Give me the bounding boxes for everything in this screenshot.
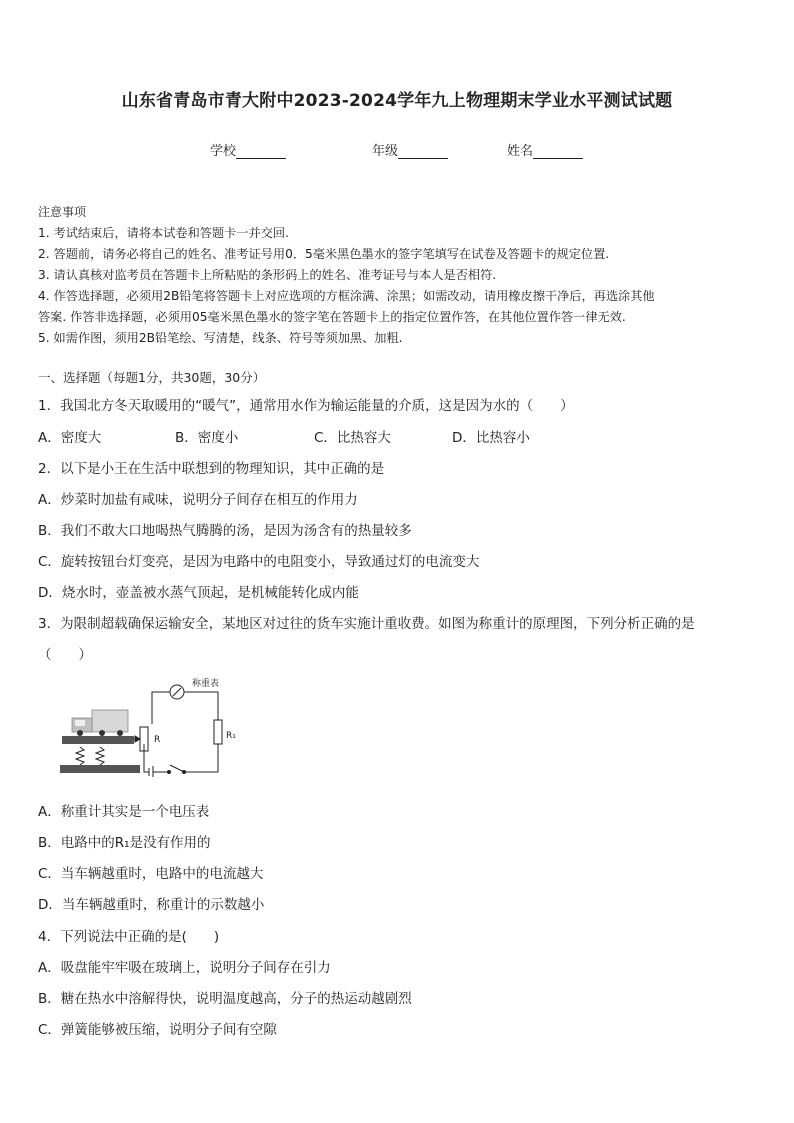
notice-item: 答案. 作答非选择题，必须用05毫米黑色墨水的签字笔在答题卡上的指定位置作答，在其他位置作答一律无效. [38, 310, 626, 324]
grade-field [372, 140, 448, 159]
option-c: C．比热容大 [314, 430, 391, 446]
notice-item: 2. 答题前，请务必将自己的姓名、准考证号用0．5毫米黑色墨水的签字笔填写在试卷及答题卡的规定位置. [38, 247, 610, 261]
option-b: B．我们不敢大口地喝热气腾腾的汤，是因为汤含有的热量较多 [38, 523, 412, 539]
name-field [507, 140, 583, 159]
section-heading: 一、选择题（每题1分，共30题，30分） [38, 370, 266, 385]
question-2-stem: 2．以下是小王在生活中联想到的物理知识，其中正确的是 [38, 461, 385, 477]
option-d: D．烧水时，壶盖被水蒸气顶起，是机械能转化成内能 [38, 585, 359, 601]
notice-item: 3. 请认真核对监考员在答题卡上所粘贴的条形码上的姓名、准考证号与本人是否相符. [38, 268, 497, 282]
question-3-stem: 3．为限制超载确保运输安全，某地区对过往的货车实施计重收费。如图为称重计的原理图，下列分析正确的是 [38, 616, 695, 632]
question-4-stem: 4．下列说法中正确的是( ) [38, 929, 220, 945]
option-a: A．密度大 [38, 430, 102, 446]
notice-item: 5. 如需作图，须用2B铅笔绘、写清楚，线条、符号等须加黑、加粗. [38, 331, 403, 345]
option-b: B．密度小 [175, 430, 239, 446]
meter-label: 称重表 [192, 679, 220, 689]
school-blank [236, 144, 286, 159]
resistor-r1-label: R₁ [226, 731, 236, 741]
question-1-stem: 1．我国北方冬天取暖用的“暖气”，通常用水作为输运能量的介质，这是因为水的（ ） [38, 398, 574, 414]
option-d: D．比热容小 [452, 430, 530, 446]
weighing-circuit-figure [58, 672, 238, 777]
name-label: 姓名 [507, 144, 534, 159]
name-blank [533, 144, 583, 159]
grade-label: 年级 [372, 144, 399, 159]
school-label: 学校 [210, 144, 237, 159]
question-3-stem-bracket: （ ） [38, 647, 92, 663]
option-c: C．旋转按钮台灯变亮，是因为电路中的电阻变小，导致通过灯的电流变大 [38, 554, 480, 570]
option-a: A．称重计其实是一个电压表 [38, 804, 210, 820]
notice-item: 4. 作答选择题，必须用2B铅笔将答题卡上对应选项的方框涂满、涂黑；如需改动，请用橡皮擦干净后，再选涂其他 [38, 289, 655, 303]
grade-blank [398, 144, 448, 159]
option-d: D．当车辆越重时，称重计的示数越小 [38, 897, 265, 913]
school-field [210, 140, 286, 159]
option-c: C．当车辆越重时，电路中的电流越大 [38, 866, 264, 882]
option-b: B．电路中的R₁是没有作用的 [38, 835, 211, 851]
notice-item: 1. 考试结束后，请将本试卷和答题卡一并交回. [38, 226, 289, 240]
option-b: B．糖在热水中溶解得快，说明温度越高，分子的热运动越剧烈 [38, 991, 412, 1007]
page-title: 山东省青岛市青大附中2023-2024学年九上物理期末学业水平测试试题 [121, 91, 673, 111]
option-a: A．炒菜时加盐有咸味，说明分子间存在相互的作用力 [38, 492, 358, 508]
notice-heading: 注意事项 [38, 205, 87, 219]
resistor-r-label: R [154, 735, 161, 745]
option-a: A．吸盘能牢牢吸在玻璃上，说明分子间存在引力 [38, 960, 331, 976]
option-c: C．弹簧能够被压缩，说明分子间有空隙 [38, 1022, 277, 1038]
